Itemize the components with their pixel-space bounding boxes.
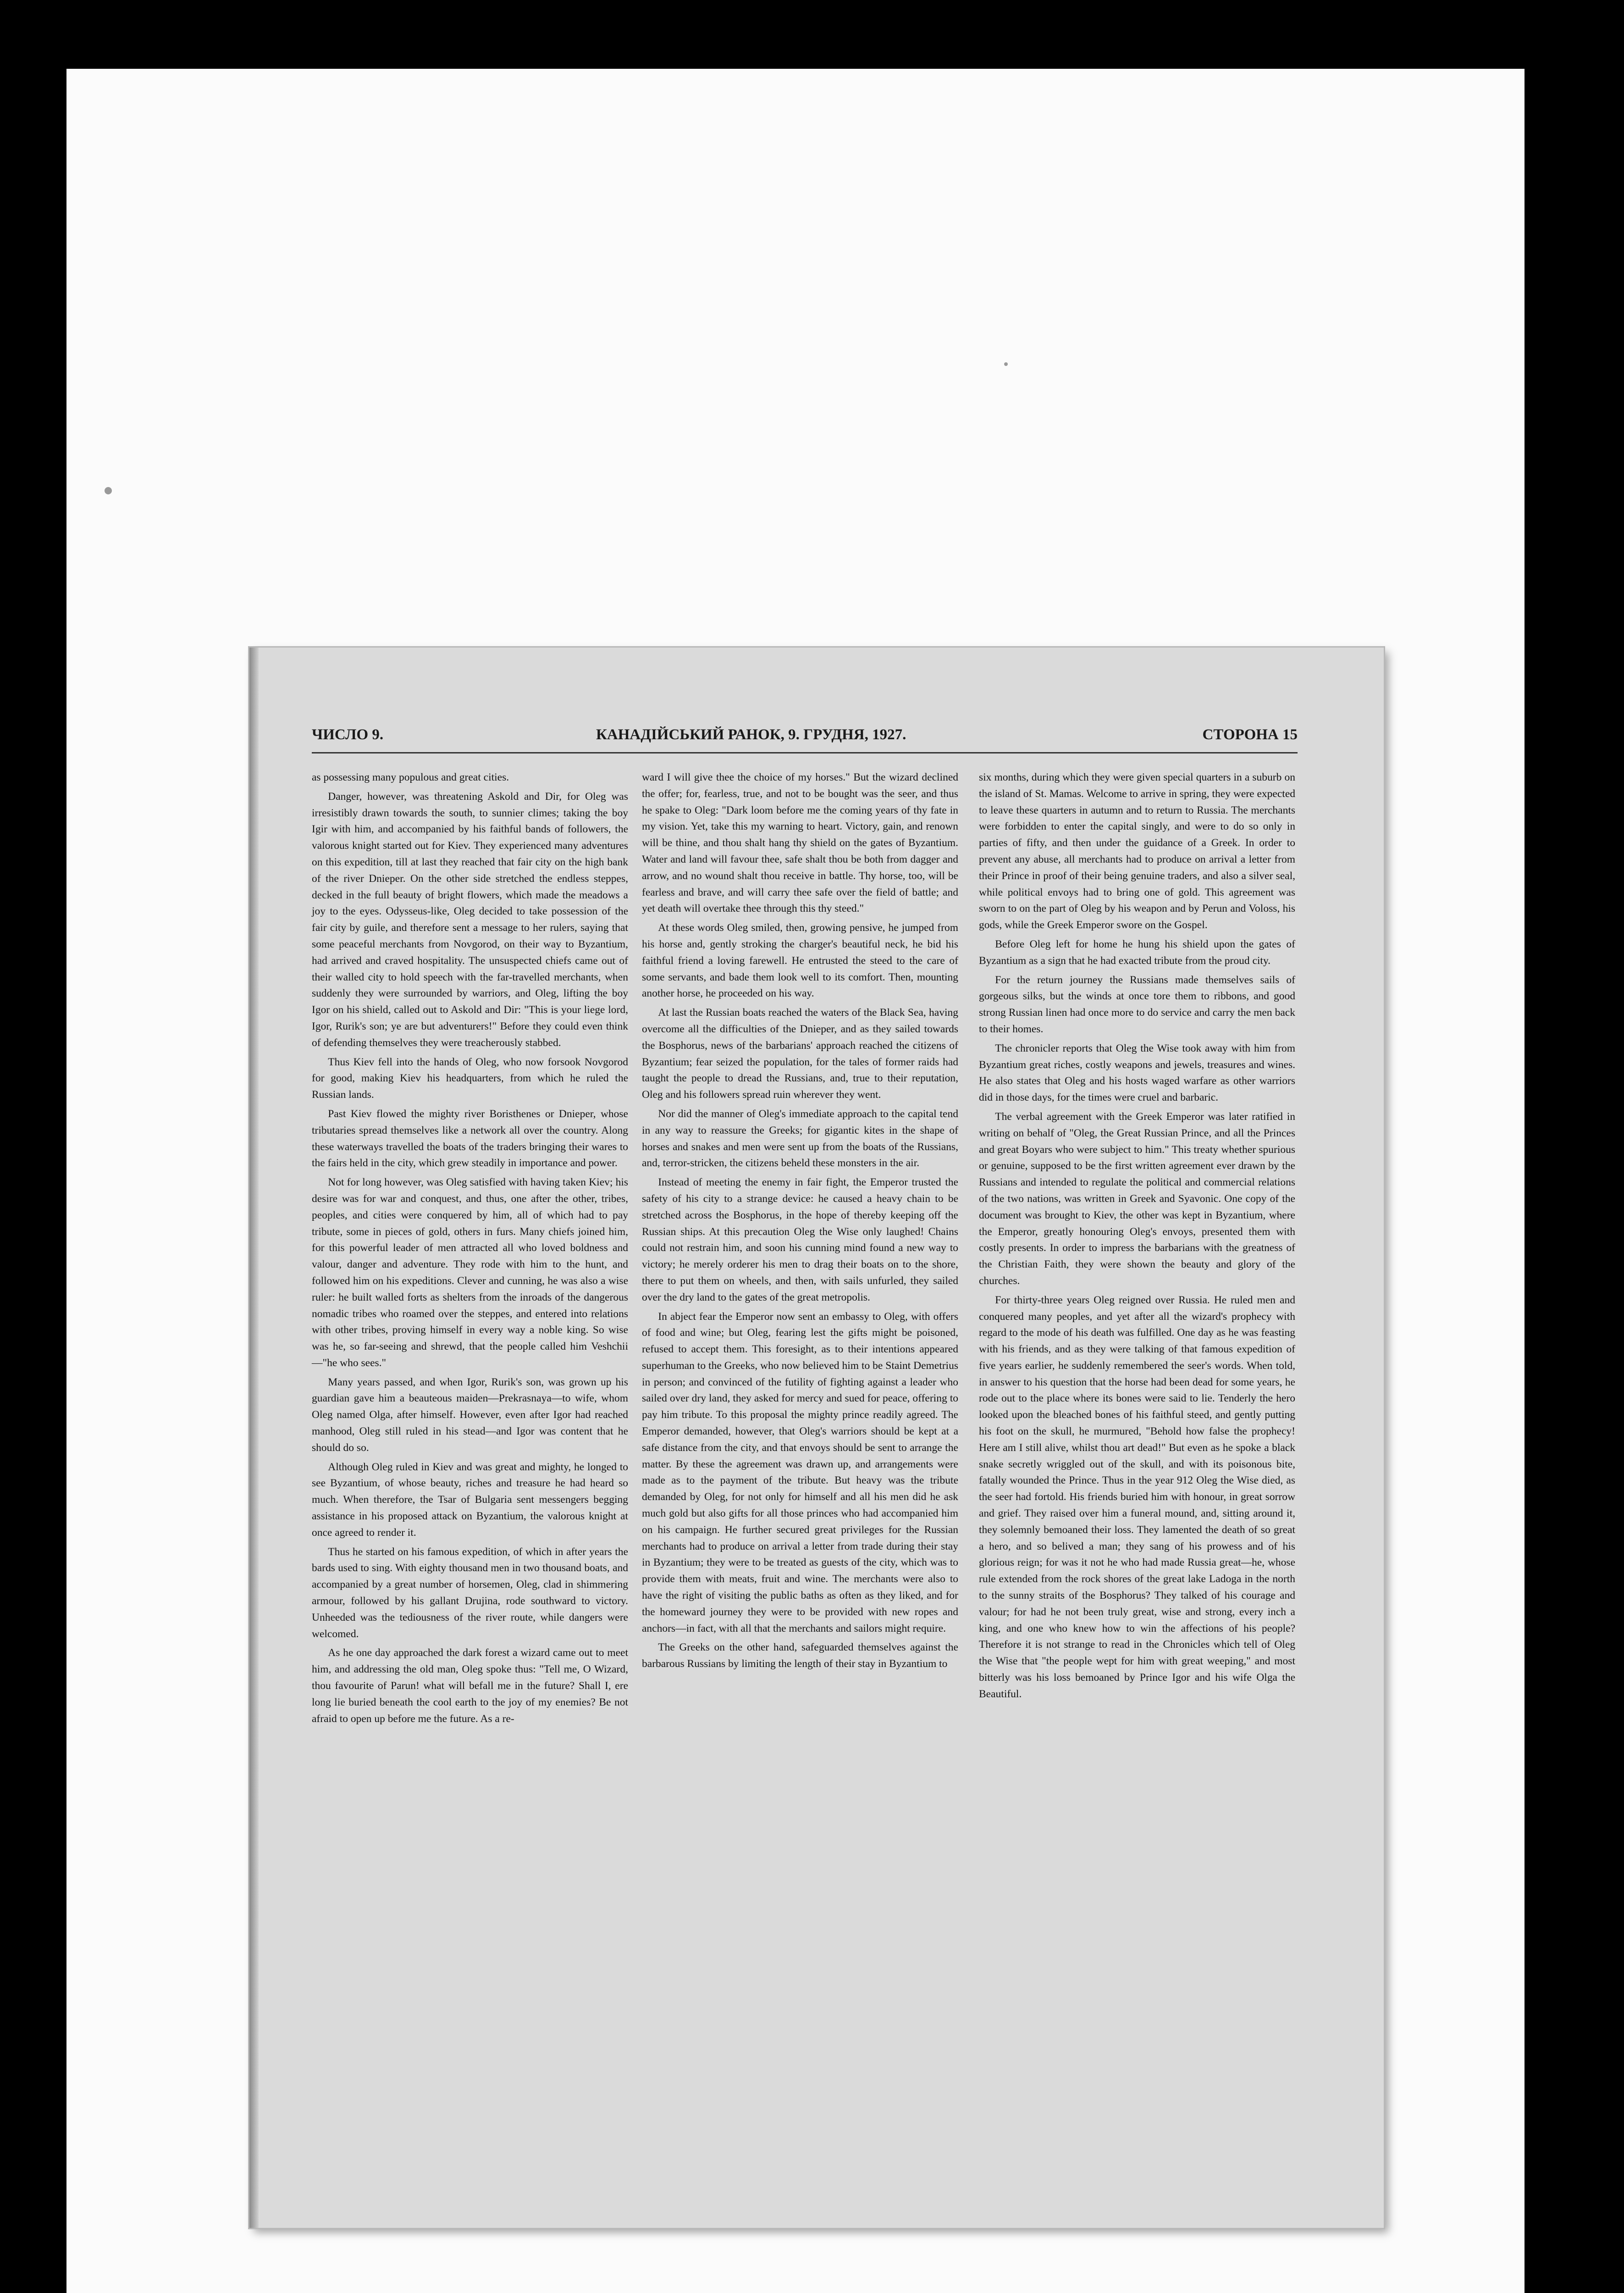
- issue-number: ЧИСЛО 9.: [312, 726, 384, 743]
- header-rule: [312, 752, 1298, 753]
- paragraph: Thus Kiev fell into the hands of Oleg, who now forsook Novgorod for good, making Kiev his headquarters, from which he ruled the Russian lands.: [312, 1056, 628, 1101]
- paragraph: Nor did the manner of Oleg's immediate approach to the capital tend in any way to reassure the Greeks; for gigantic kites in the shape of horses and snakes and men were sent up from the boats of the Russians, and, terror-stricken, the citizens beheld these monsters in the air.: [642, 1108, 958, 1169]
- paragraph: For thirty-three years Oleg reigned over Russia. He ruled men and conquered many peoples, and yet after all the wizard's prophecy with regard to the mode of his death was fulfilled. One day as he was feasting with his friends, and as they were talking of that famous expedition of five years earlier, he suddenly remembered the seer's words. When told, in answer to his question that the horse had been dead for some years, he rode out to the place where its bones were said to lie. Tenderly the hero looked upon the bleached bones of his faithful steed, and gently putting his foot on the skull, he murmured, "Behold how false the prophecy! Here am I still alive, whilst thou art dead!" But even as he spoke a black snake secretly wriggled out of the skull, and with its poisonous bite, fatally wounded the Prince. Thus in the year 912 Oleg the Wise died, as the seer had fortold. His friends buried him with honour, in great sorrow and grief. They raised over him a funeral mound, and, sitting around it, they solemnly bemoaned their loss. They lamented the death of so great a hero, and so belived a man; they sang of his prowess and of his glorious reign; for was it not he who had made Russia great—he, whose rule extended from the rock shores of the great lake Ladoga in the north to the sunny straits of the Bosphorus? They talked of his courage and valour; for had he not been truly great, wise and strong, every inch a king, and one who knew how to win the affections of his people? Therefore it is not strange to read in the Chronicles which tell of Oleg the Wise that "the people wept for him with great weeping," and most bitterly was his loss bemoaned by Prince Igor and his wife Olga the Beautiful.: [979, 1294, 1295, 1700]
- paragraph: Not for long however, was Oleg satisfied with having taken Kiev; his desire was for war and conquest, and thus, one after the other, tribes, peoples, and cities were conquered by him, all of which had to pay tribute, some in pieces of gold, others in furs. Many chiefs joined him, for this powerful leader of men attracted all who loved boldness and valour, danger and adventure. They rode with him to the hunt, and followed him on his expeditions. Clever and cunning, he was also a wise ruler: he built walled forts as shelters from the inroads of the dangerous nomadic tribes who roamed over the steppes, and entered into relations with other tribes, proving himself in every way a noble king. So wise was he, so far-seeing and shrewd, that the people called him Veshchii—"he who sees.": [312, 1176, 628, 1369]
- page-binding-shadow: [249, 648, 259, 2228]
- paragraph: Danger, however, was threatening Askold and Dir, for Oleg was irresistibly drawn towards the south, to sunnier climes; taking the boy Igir with him, and accompanied by his faithful bands of followers, the valorous knight started out for Kiev. They experienced many adventures on this expedition, till at last they reached that fair city on the high bank of the river Dnieper. On the other side stretched the endless steppes, decked in the full beauty of bright flowers, which made the meadows a joy to the eyes. Odysseus-like, Oleg decided to take possession of the fair city by guile, and therefore sent a message to her rulers, saying that some peaceful merchants from Novgorod, on their way to Byzantium, had arrived and craved hospitality. The unsuspected chiefs came out of their walled city to hold speech with the far-travelled merchants, when suddenly they were surrounded by warriors, and Oleg, lifting the boy Igor on his shield, called out to Askold and Dir: "This is your liege lord, Igor, Rurik's son; ye are but adventurers!" Before they could even think of defending themselves they were treacherously stabbed.: [312, 790, 628, 1049]
- paragraph: six months, during which they were given special quarters in a suburb on the island of St. Mamas. Welcome to arrive in spring, they were expected to leave these quarters in autumn and to return to Russia. The merchants were forbidden to enter the capital singly, and were to do so only in parties of fifty, and then under the guidance of a Greek. In order to prevent any abuse, all merchants had to produce on arrival a letter from their Prince in proof of their being genuine traders, and also a silver seal, while political envoys had to bring one of gold. This agreement was sworn to on the part of Oleg by his weapon and by Perun and Voloss, his gods, while the Greek Emperor swore on the Gospel.: [979, 771, 1295, 931]
- paragraph: Many years passed, and when Igor, Rurik's son, was grown up his guardian gave him a beauteous maiden—Prekrasnaya—to wife, whom Oleg named Olga, after himself. However, even after Igor had reached manhood, Oleg still ruled in his stead—and Igor was content that he should do so.: [312, 1376, 628, 1454]
- paragraph: as possessing many populous and great cities.: [312, 771, 509, 783]
- paragraph: For the return journey the Russians made themselves sails of gorgeous silks, but the winds at once tore them to ribbons, and good strong Russian linen had once more to do service and carry the men back to their homes.: [979, 974, 1295, 1035]
- paragraph: The chronicler reports that Oleg the Wise took away with him from Byzantium great riches, costly weapons and jewels, treasures and wines. He also states that Oleg and his hosts waged warfare as other warriors did in those days, for the times were cruel and barbaric.: [979, 1042, 1295, 1104]
- paragraph: Although Oleg ruled in Kiev and was great and mighty, he longed to see Byzantium, of whose beauty, riches and treasure he had heard so much. When therefore, the Tsar of Bulgaria sent messengers begging assistance in his proposed attack on Byzantium, the valorous knight at once agreed to render it.: [312, 1461, 628, 1539]
- paragraph: Instead of meeting the enemy in fair fight, the Emperor trusted the safety of his city to a strange device: he caused a heavy chain to be stretched across the Bosphorus, in the hope of thereby keeping off the Russian ships. At this precaution Oleg the Wise only laughed! Chains could not restrain him, and soon his cunning mind found a new way to victory; he merely orderer his men to drag their boats on to the shore, there to put them on wheels, and then, with sails unfurled, they sailed over the dry land to the gates of the great metropolis.: [642, 1176, 958, 1303]
- page-number: СТОРОНА 15: [1202, 726, 1298, 743]
- paragraph: In abject fear the Emperor now sent an embassy to Oleg, with offers of food and wine; but Oleg, fearing lest the gifts might be poisoned, refused to accept them. This foresight, as to their intentions appeared superhuman to the Greeks, who now believed him to be Staint Demetrius in person; and convinced of the futility of fighting against a leader who sailed over dry land, they asked for mercy and sued for peace, offering to pay him tribute. To this proposal the mighty prince readily agreed. The Emperor demanded, however, that Oleg's warriors should be kept at a safe distance from the city, and that envoys should be sent to arrange the matter. By these the agreement was drawn up, and arrangements were made as to the payment of the tribute. But heavy was the tribute demanded by Oleg, for not only for himself and all his men did he ask much gold but also gifts for all those princes who had accompanied him on his campaign. He further secured great privileges for the Russian merchants had to produce on arrival a letter from trade during their stay in Byzantium; they were to be treated as guests of the city, which was to provide them with meats, fruit and wine. The merchants were also to have the right of visiting the public baths as often as they liked, and for the homeward journey they were to be provided with new ropes and anchors—in fact, with all that the merchants and sailors might require.: [642, 1310, 958, 1634]
- masthead-title-date: КАНАДІЙСЬКИЙ РАНОК, 9. ГРУДНЯ, 1927.: [596, 726, 906, 743]
- paragraph: At last the Russian boats reached the waters of the Black Sea, having overcome all the difficulties of the Dnieper, and as they sailed towards the Bosphorus, news of the barbarians' approach reached the citizens of Byzantium; fear seized the population, for the tales of former raids had taught the people to dread the Russians, and, true to their reputation, Oleg and his followers spread ruin wherever they went.: [642, 1007, 958, 1101]
- paragraph: Thus he started on his famous expedition, of which in after years the bards used to sing. With eighty thousand men in two thousand boats, and accompanied by a great number of horsemen, Oleg, clad in shimmering armour, followed by his gallant Drujina, rode southward to victory. Unheeded was the tediousness of the river route, while dangers were welcomed.: [312, 1545, 628, 1640]
- film-speck: [105, 487, 112, 494]
- text-column-1: [312, 770, 628, 1730]
- paragraph: At these words Oleg smiled, then, growing pensive, he jumped from his horse and, gently stroking the charger's beautiful neck, he bid his faithful friend a loving farewell. He entrusted the steed to the care of some servants, and bade them look well to its comfort. Then, mounting another horse, he proceeded on his way.: [642, 922, 958, 1000]
- paragraph: The verbal agreement with the Greek Emperor was later ratified in writing on behalf of "Oleg, the Great Russian Prince, and all the Princes and great Boyars who were subject to him." This treaty whether spurious or genuine, supposed to be the first written agreement ever drawn by the Russians and intended to regulate the political and commercial relations of the two nations, was written in Greek and Syavonic. One copy of the document was brought to Kiev, the other was kept in Byzantium, where the Emperor, greatly honouring Oleg's envoys, presented them with costly presents. In order to impress the barbarians with the greatness of the Christian Faith, they were shown the beauty and glory of the churches.: [979, 1110, 1295, 1287]
- paragraph: Before Oleg left for home he hung his shield upon the gates of Byzantium as a sign that he had exacted tribute from the proud city.: [979, 938, 1295, 967]
- paragraph: As he one day approached the dark forest a wizard came out to meet him, and addressing the old man, Oleg spoke thus: "Tell me, O Wizard, thou favourite of Parun! what will befall me in the future? Shall I, ere long lie buried beneath the cool earth to the joy of my enemies? Be not afraid to open up before me the future. As a re-: [312, 1647, 628, 1725]
- text-column-3: [979, 770, 1295, 1706]
- text-column-2: [642, 770, 958, 1675]
- film-speck: [1004, 362, 1008, 366]
- paragraph: ward I will give thee the choice of my horses." But the wizard declined the offer; for, fearless, true, and not to be bought was the seer, and thus he spake to Oleg: "Dark loom before me the coming years of thy fate in my vision. Yet, take this my warning to heart. Victory, gain, and renown will be thine, and thou shalt hang thy shield on the gates of Byzantium. Water and land will favour thee, safe shalt thou be both from dagger and arrow, and no wound shalt thou receive in battle. Thy horse, too, will be fearless and brave, and will carry thee safe over the field of battle; and yet death will overtake thee through this thy steed.": [642, 771, 958, 915]
- page-header: [312, 726, 1298, 748]
- paragraph: Past Kiev flowed the mighty river Boristhenes or Dnieper, whose tributaries spread themselves like a network all over the country. Along these waterways travelled the boats of the traders bringing their wares to the fairs held in the city, which grew steadily in importance and power.: [312, 1108, 628, 1169]
- paragraph: The Greeks on the other hand, safeguarded themselves against the barbarous Russians by limiting the length of their stay in Byzantium to: [642, 1641, 958, 1670]
